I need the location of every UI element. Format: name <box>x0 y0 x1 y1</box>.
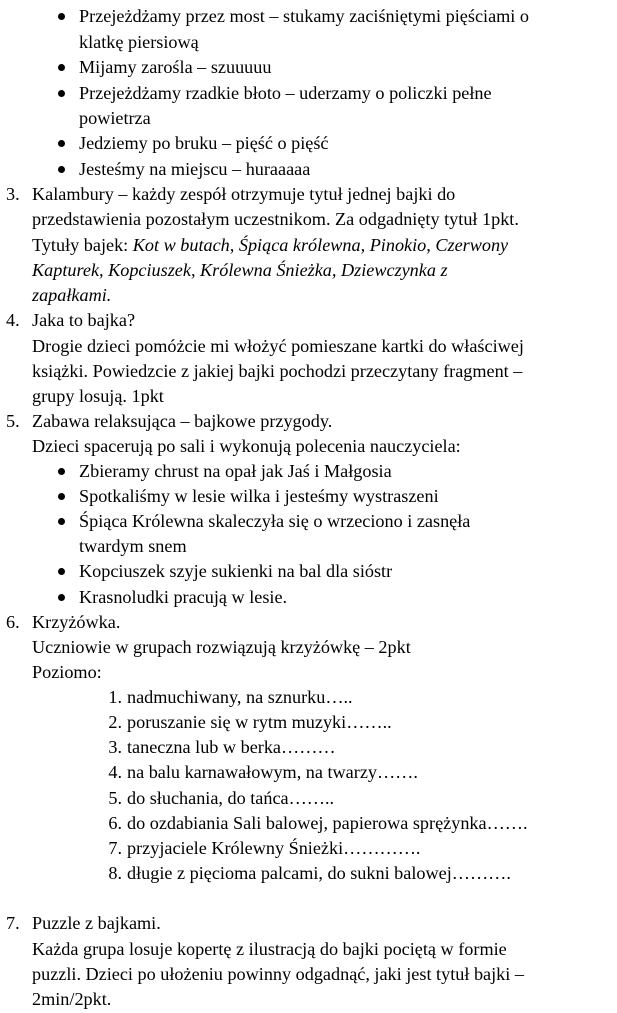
clue-number: 6. <box>108 813 122 833</box>
titles-list-cont: zapałkami. <box>32 285 112 305</box>
item-text: przedstawienia pozostałym uczestnikom. Za odgadnięty tytuł 1pkt. <box>32 209 519 229</box>
item-text: grupy losują. 1pkt <box>32 386 164 406</box>
clue-text: do ozdabiania Sali balowej, papierowa sprężynka……. <box>127 813 528 833</box>
bullet-dot <box>58 594 65 601</box>
clue-number: 1. <box>108 687 122 707</box>
item-text: 2min/2pkt. <box>32 989 112 1009</box>
item-text: Drogie dzieci pomóżcie mi włożyć pomieszane kartki do właściwej <box>32 336 524 356</box>
item-number: 4. <box>6 310 20 330</box>
bullet-text-cont: twardym snem <box>79 536 187 556</box>
titles-list-cont: Kapturek, Kopciuszek, Królewna Śnieżka, Dziewczynka z <box>32 260 448 280</box>
clue-number: 5. <box>108 788 122 808</box>
item-text: Poziomo: <box>32 662 102 682</box>
bullet-text: Przejeżdżamy rzadkie błoto – uderzamy o policzki pełne <box>79 83 492 103</box>
item-text: Każda grupa losuje kopertę z ilustracją do bajki pociętą w formie <box>32 939 507 959</box>
clue-text: przyjaciele Królewny Śnieżki…………. <box>127 838 421 858</box>
item-text: Zabawa relaksująca – bajkowe przygody. <box>32 411 333 431</box>
bullet-dot <box>58 64 65 71</box>
clue-number: 8. <box>108 863 122 883</box>
bullet-text: Kopciuszek szyje sukienki na bal dla sióstr <box>79 561 393 581</box>
item-number: 3. <box>6 184 20 204</box>
bullet-dot <box>58 90 65 97</box>
bullet-text: Przejeżdżamy przez most – stukamy zaciśniętymi pięściami o <box>79 6 529 26</box>
clue-text: taneczna lub w berka……… <box>127 737 336 757</box>
item-text: Puzzle z bajkami. <box>32 913 161 933</box>
bullet-text: Mijamy zarośla – szuuuuu <box>79 57 272 77</box>
clue-number: 4. <box>108 762 122 782</box>
bullet-dot <box>58 140 65 147</box>
clue-number: 7. <box>108 838 122 858</box>
titles-list: Kot w butach, Śpiąca królewna, Pinokio, Czerwony <box>132 235 509 255</box>
bullet-text: Śpiąca Królewna skaleczyła się o wrzeciono i zasnęła <box>79 511 471 531</box>
item-text: Uczniowie w grupach rozwiązują krzyżówkę – 2pkt <box>32 637 411 657</box>
item-number: 6. <box>6 612 20 632</box>
clue-number: 3. <box>108 737 122 757</box>
bullet-text: Zbieramy chrust na opał jak Jaś i Małgosia <box>79 461 392 481</box>
item-text: Dzieci spacerują po sali i wykonują polecenia nauczyciela: <box>32 436 461 456</box>
titles-label: Tytuły bajek: <box>32 235 133 255</box>
bullet-dot <box>58 468 65 475</box>
item-number: 7. <box>6 913 20 933</box>
bullet-text: Krasnoludki pracują w lesie. <box>79 587 288 607</box>
bullet-text-cont: klatkę piersiową <box>79 32 199 52</box>
item-text: Krzyżówka. <box>32 612 121 632</box>
clue-text: poruszanie się w rytm muzyki…….. <box>127 712 392 732</box>
bullet-dot <box>58 13 65 20</box>
bullet-dot <box>58 568 65 575</box>
bullet-dot <box>58 166 65 173</box>
item-text: Jaka to bajka? <box>32 310 136 330</box>
item-number: 5. <box>6 411 20 431</box>
bullet-text: Spotkaliśmy w lesie wilka i jesteśmy wystraszeni <box>79 486 439 506</box>
bullet-text-cont: powietrza <box>79 108 151 128</box>
clue-text: nadmuchiwany, na sznurku….. <box>127 687 353 707</box>
item-text <box>32 233 508 259</box>
bullet-text: Jesteśmy na miejscu – huraaaaa <box>79 159 311 179</box>
bullet-dot <box>58 493 65 500</box>
item-text: książki. Powiedzcie z jakiej bajki pochodzi przeczytany fragment – <box>32 361 523 381</box>
bullet-dot <box>58 518 65 525</box>
clue-text: na balu karnawałowym, na twarzy……. <box>127 762 418 782</box>
clue-text: długie z pięcioma palcami, do sukni balowej………. <box>127 863 511 883</box>
clue-number: 2. <box>108 712 122 732</box>
item-text: Kalambury – każdy zespół otrzymuje tytuł jednej bajki do <box>32 184 456 204</box>
clue-text: do słuchania, do tańca…….. <box>127 788 335 808</box>
bullet-text: Jedziemy po bruku – pięść o pięść <box>79 133 329 153</box>
item-text: puzzli. Dzieci po ułożeniu powinny odgadnąć, jaki jest tytuł bajki – <box>32 964 524 984</box>
